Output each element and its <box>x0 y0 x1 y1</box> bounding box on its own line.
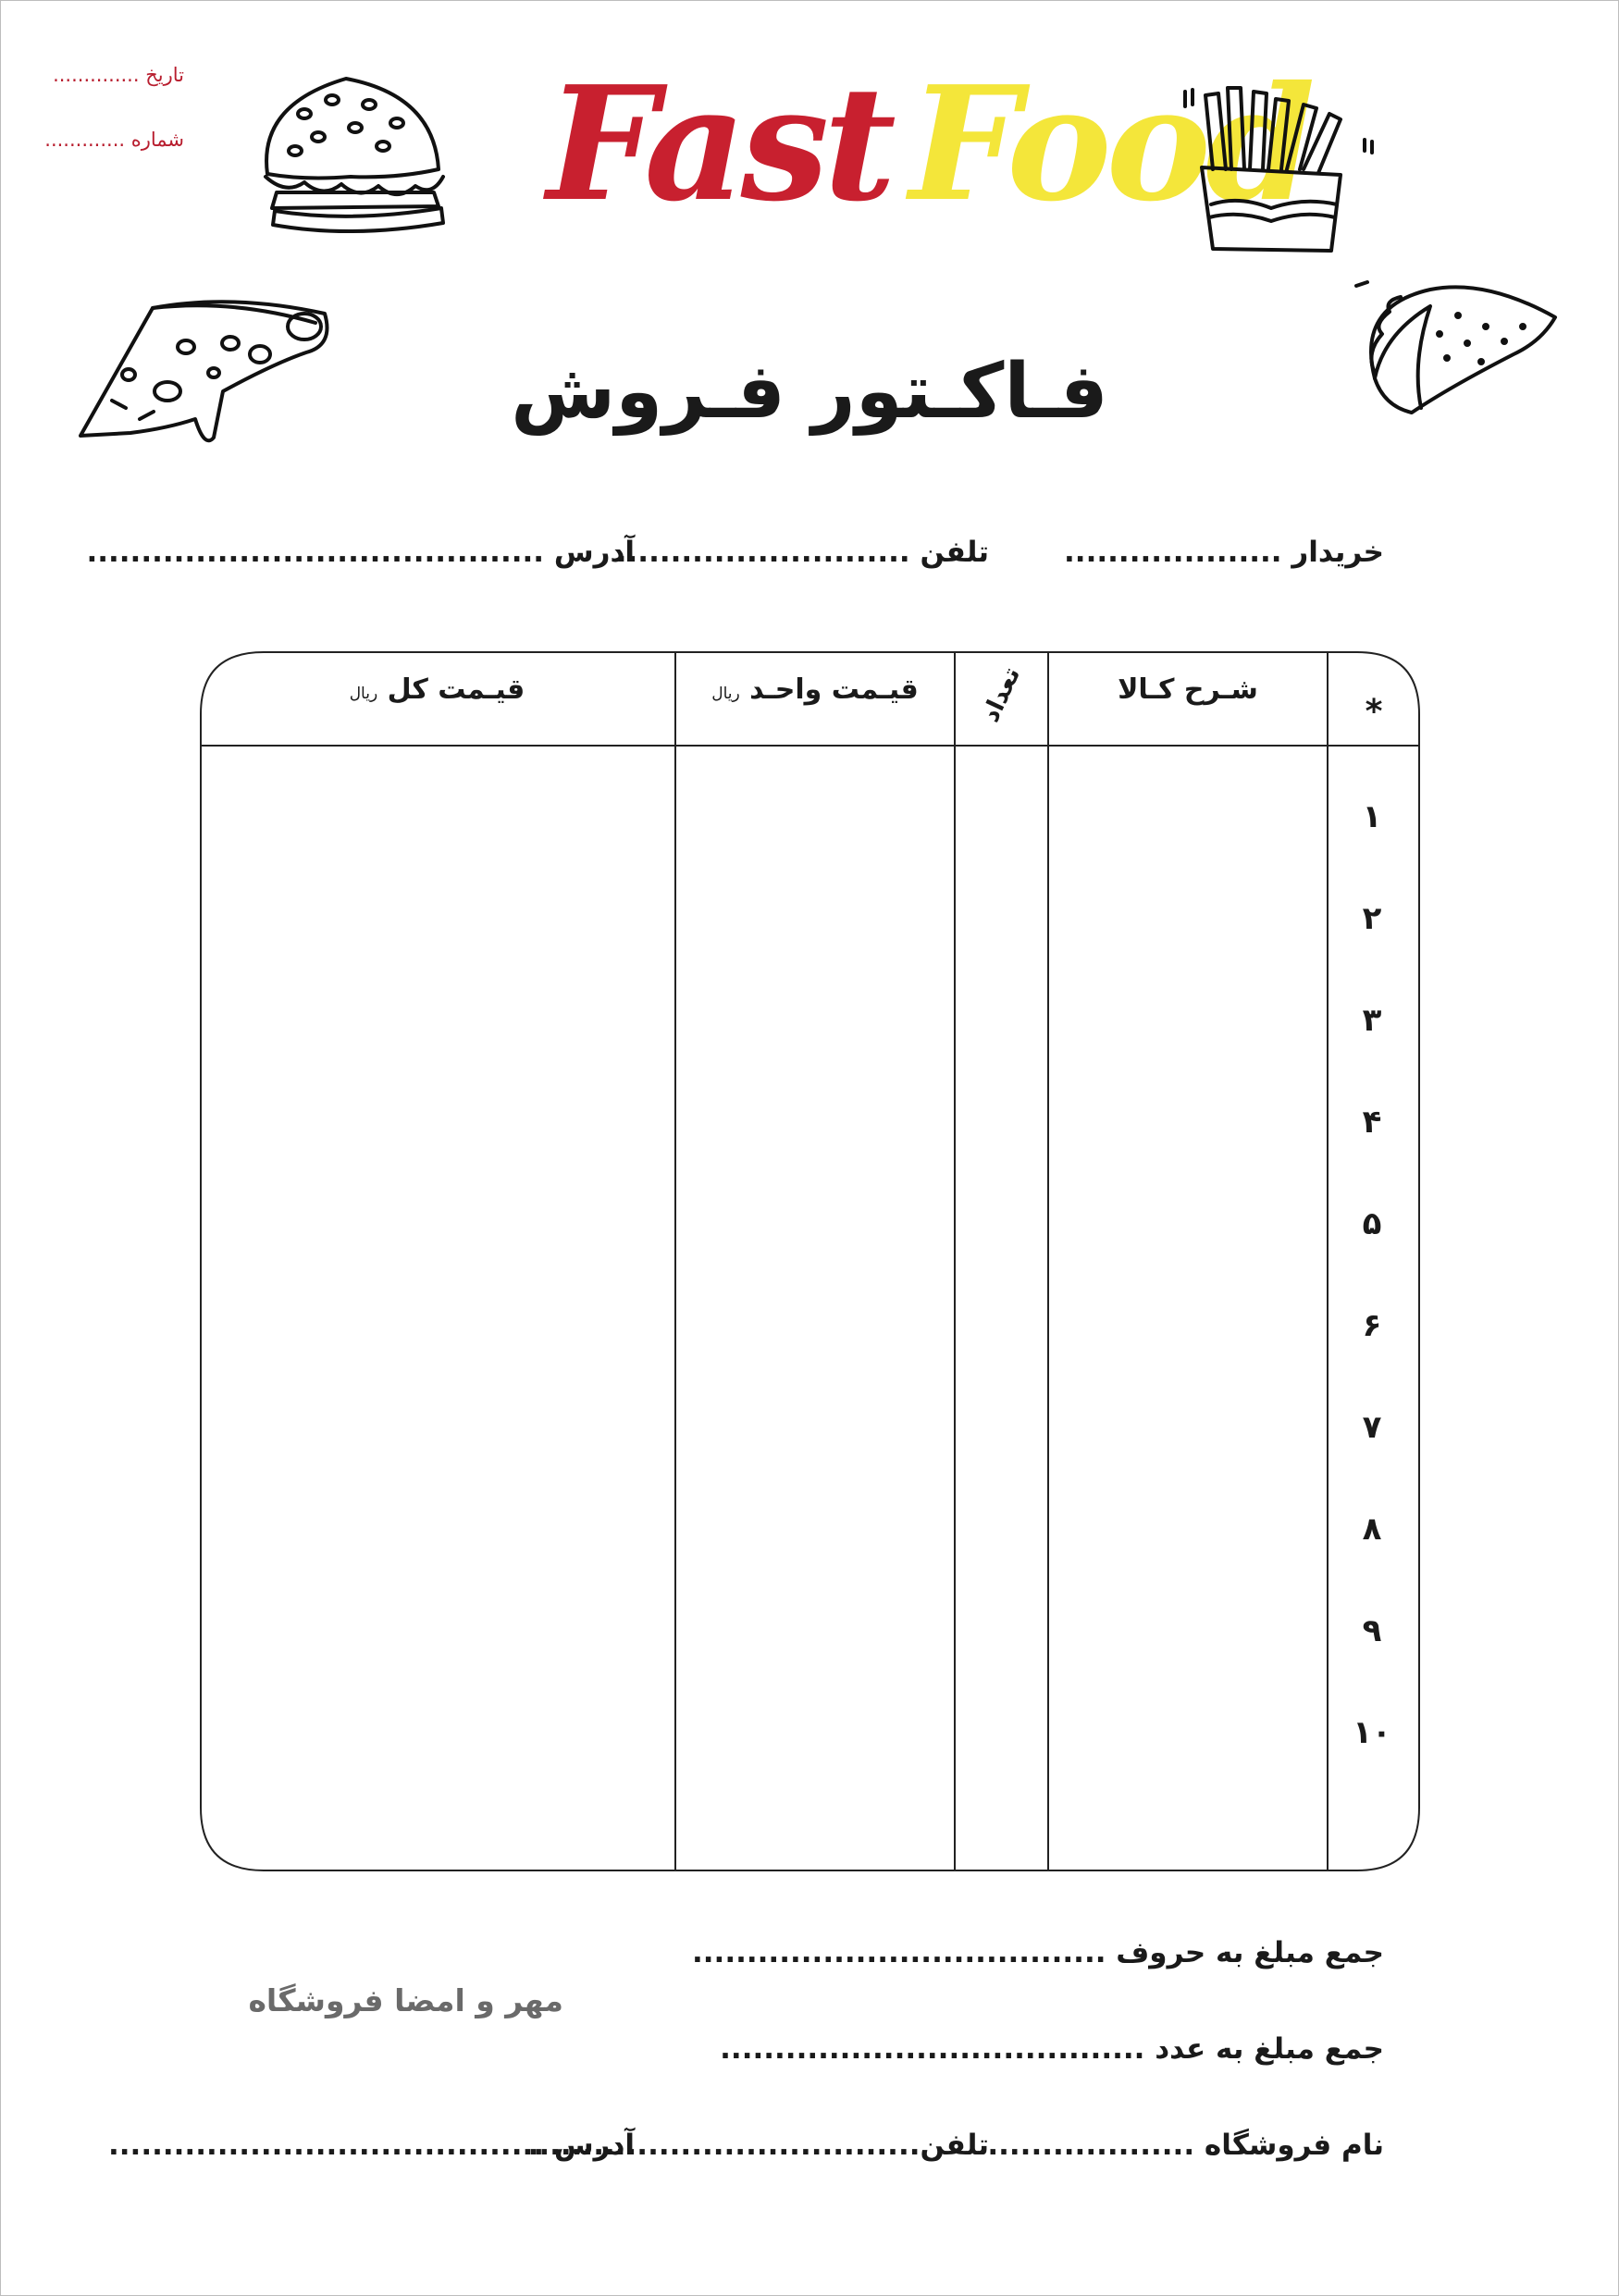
row-number-1: ١ <box>1362 798 1382 835</box>
buyer-address-field[interactable]: آدرس .......................................... <box>86 536 635 569</box>
shop-address-field[interactable]: آدرس ........................................ <box>107 2129 635 2162</box>
shop-phone-field[interactable]: تلفن.................................... <box>527 2129 989 2162</box>
header-unit-price-label: قیـمت واحـد <box>749 673 919 706</box>
invoice-number-field[interactable]: شماره ............. <box>44 129 184 151</box>
buyer-phone-field[interactable]: تلفن ........................... <box>615 536 989 569</box>
row-number-3: ٣ <box>1362 1002 1382 1039</box>
logo-word-fast: Fast <box>547 52 891 237</box>
total-in-words-field[interactable]: جمع مبلغ به حروف ...................................... <box>692 1936 1384 1969</box>
burger-icon <box>249 68 462 243</box>
header-unit-price-currency: ریال <box>711 685 740 703</box>
row-number-9: ٩ <box>1362 1612 1382 1649</box>
row-number-10: ١٠ <box>1353 1714 1391 1751</box>
logo-word-food: Food <box>908 52 1310 237</box>
row-number-5: ۵ <box>1362 1205 1382 1242</box>
row-number-7: ٧ <box>1362 1409 1382 1446</box>
header-unit-price <box>675 673 955 706</box>
shop-stamp-signature-label: مهر و امضا فروشگاه <box>248 1982 563 2018</box>
total-in-digits-field[interactable]: جمع مبلغ به عدد ....................................... <box>720 2032 1384 2066</box>
header-description: شـرح کـالا <box>1118 673 1258 706</box>
row-number-8: ٨ <box>1362 1511 1382 1548</box>
items-table-frame <box>199 651 1420 1872</box>
row-number-4: ۴ <box>1362 1104 1382 1141</box>
header-total-price-currency: ریال <box>349 685 378 703</box>
header-index: * <box>1365 693 1383 731</box>
date-field[interactable]: تاریخ .............. <box>53 64 184 86</box>
fries-icon <box>1183 86 1382 262</box>
invoice-title: فـاکـتور فـروش <box>511 348 1108 436</box>
header-quantity: تعداد <box>976 662 1027 727</box>
row-number-2: ٢ <box>1362 900 1382 937</box>
shop-name-field[interactable]: نام فروشگاه ................... <box>987 2129 1384 2162</box>
buyer-name-field[interactable]: خریدار .................... <box>1064 536 1384 569</box>
header-total-price-label: قیـمت کل <box>387 673 525 706</box>
row-number-6: ۶ <box>1362 1307 1382 1344</box>
header-total-price <box>199 673 675 706</box>
